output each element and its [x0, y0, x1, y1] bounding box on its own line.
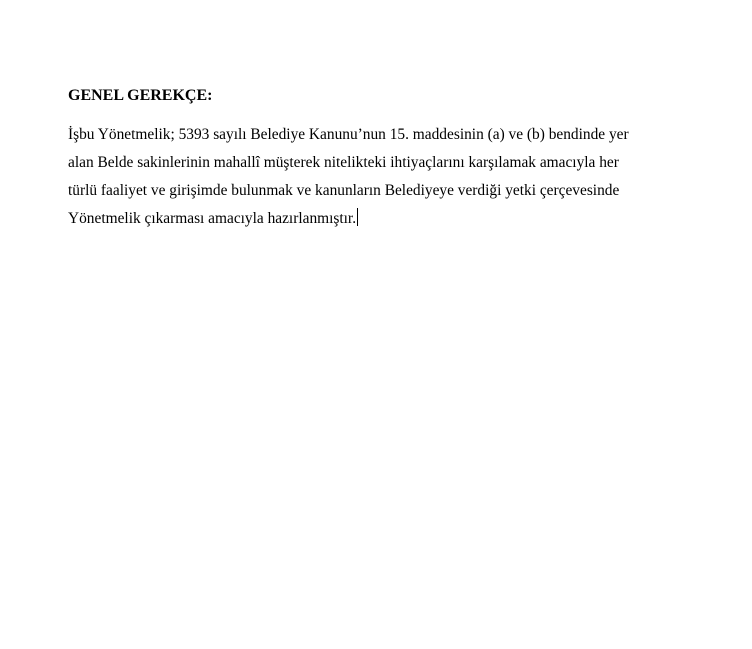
text-cursor — [357, 208, 358, 226]
document-body[interactable] — [68, 85, 668, 233]
document-paragraph[interactable] — [68, 121, 668, 233]
document-heading: GENEL GEREKÇE: — [68, 87, 213, 104]
paragraph-line: İşbu Yönetmelik; 5393 sayılı Belediye Kanunu’nun 15. maddesinin (a) ve (b) bendinde yer — [68, 126, 629, 143]
paragraph-line: türlü faaliyet ve girişimde bulunmak ve kanunların Belediyeye verdiği yetki çerçevesinde — [68, 182, 620, 199]
paragraph-line-text: Yönetmelik çıkarması amacıyla hazırlanmıştır. — [68, 210, 357, 227]
paragraph-line: alan Belde sakinlerinin mahallî müşterek nitelikteki ihtiyaçlarını karşılamak amacıyla her — [68, 154, 619, 171]
paragraph-last-line — [68, 205, 668, 233]
